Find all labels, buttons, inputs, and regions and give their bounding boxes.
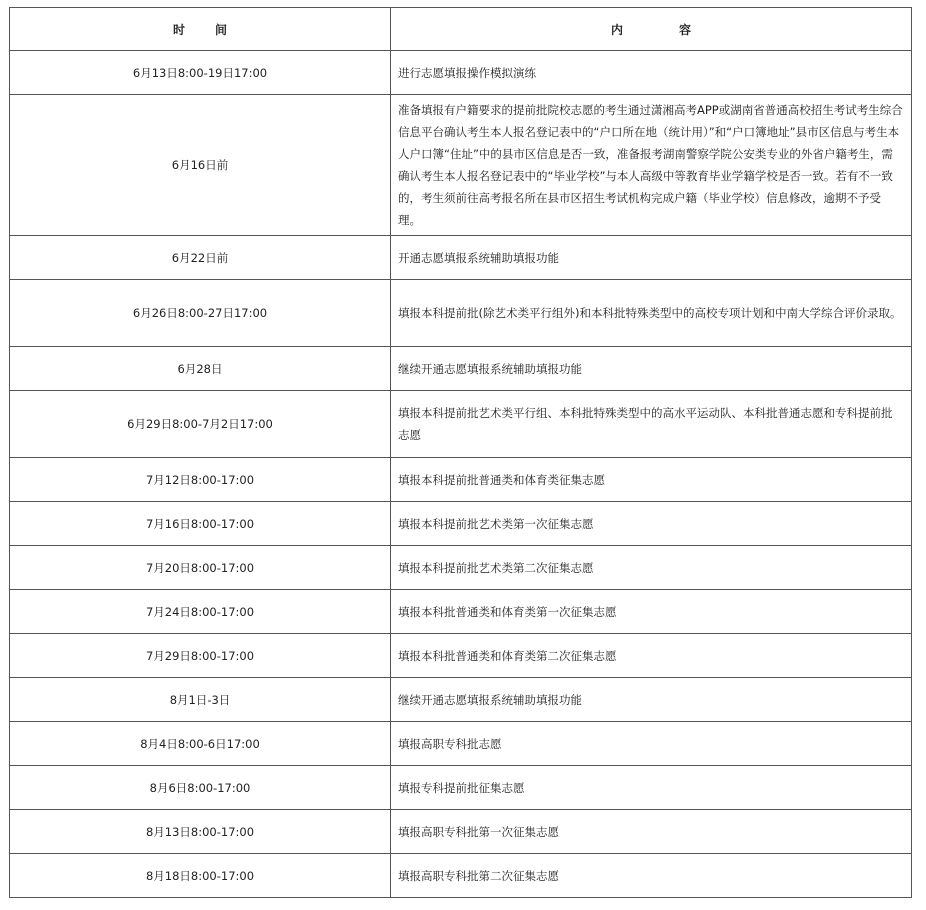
- table-row: [10, 810, 912, 854]
- header-row: [10, 8, 912, 51]
- time-cell: 7月12日8:00-17:00: [10, 458, 391, 502]
- content-column-header: [391, 8, 912, 51]
- time-cell: 8月1日-3日: [10, 678, 391, 722]
- table-row: [10, 280, 912, 347]
- content-cell: 填报本科提前批普通类和体育类征集志愿: [391, 458, 912, 502]
- table-row: [10, 722, 912, 766]
- table-row: [10, 95, 912, 236]
- time-cell: 7月24日8:00-17:00: [10, 590, 391, 634]
- table-row: [10, 766, 912, 810]
- table-row: [10, 590, 912, 634]
- time-cell: 8月6日8:00-17:00: [10, 766, 391, 810]
- table-row: [10, 678, 912, 722]
- content-cell: 填报本科提前批艺术类第一次征集志愿: [391, 502, 912, 546]
- time-cell: 6月13日8:00-19日17:00: [10, 51, 391, 95]
- content-cell: 准备填报有户籍要求的提前批院校志愿的考生通过潇湘高考APP或湖南省普通高校招生考试考生综合信息平台确认考生本人报名登记表中的“户口所在地（统计用）”和“户口簿地址”县市区信息与考生本人户口簿“住址”中的县市区信息是否一致，准备报考湖南警察学院公安类专业的外省户籍考生，需确认考生本人报名登记表中的“毕业学校”与本人高级中等教育毕业学籍学校是否一致。若有不一致的，考生须前往高考报名所在县市区招生考试机构完成户籍（毕业学校）信息修改，逾期不予受理。: [391, 95, 912, 236]
- time-cell: 6月22日前: [10, 236, 391, 280]
- time-cell: 6月16日前: [10, 95, 391, 236]
- time-cell: 7月16日8:00-17:00: [10, 502, 391, 546]
- time-column-header: [10, 8, 391, 51]
- schedule-table: [9, 7, 912, 898]
- time-cell: 7月29日8:00-17:00: [10, 634, 391, 678]
- content-cell: 填报本科提前批艺术类第二次征集志愿: [391, 546, 912, 590]
- table-row: [10, 458, 912, 502]
- table-row: [10, 51, 912, 95]
- time-cell: 8月18日8:00-17:00: [10, 854, 391, 898]
- time-cell: 6月28日: [10, 347, 391, 391]
- content-cell: 填报高职专科批第一次征集志愿: [391, 810, 912, 854]
- time-cell: 6月29日8:00-7月2日17:00: [10, 391, 391, 458]
- table-row: [10, 347, 912, 391]
- time-cell: 8月13日8:00-17:00: [10, 810, 391, 854]
- content-header-char-2: 容: [679, 22, 692, 37]
- time-header-char-2: 间: [215, 22, 228, 37]
- table-row: [10, 546, 912, 590]
- time-cell: 6月26日8:00-27日17:00: [10, 280, 391, 347]
- content-cell: 填报本科提前批艺术类平行组、本科批特殊类型中的高水平运动队、本科批普通志愿和专科提前批志愿: [391, 391, 912, 458]
- content-cell: 开通志愿填报系统辅助填报功能: [391, 236, 912, 280]
- content-cell: 进行志愿填报操作模拟演练: [391, 51, 912, 95]
- content-header-char-1: 内: [610, 22, 623, 37]
- content-cell: 填报专科提前批征集志愿: [391, 766, 912, 810]
- time-cell: 8月4日8:00-6日17:00: [10, 722, 391, 766]
- content-cell: 继续开通志愿填报系统辅助填报功能: [391, 347, 912, 391]
- table-row: [10, 236, 912, 280]
- content-cell: 填报本科批普通类和体育类第二次征集志愿: [391, 634, 912, 678]
- content-cell: 继续开通志愿填报系统辅助填报功能: [391, 678, 912, 722]
- table-row: [10, 854, 912, 898]
- content-cell: 填报本科批普通类和体育类第一次征集志愿: [391, 590, 912, 634]
- time-cell: 7月20日8:00-17:00: [10, 546, 391, 590]
- table-row: [10, 502, 912, 546]
- content-cell: 填报高职专科批第二次征集志愿: [391, 854, 912, 898]
- content-cell: 填报本科提前批(除艺术类平行组外)和本科批特殊类型中的高校专项计划和中南大学综合评价录取。: [391, 280, 912, 347]
- time-header-char-1: 时: [172, 22, 185, 37]
- table-row: [10, 634, 912, 678]
- content-cell: 填报高职专科批志愿: [391, 722, 912, 766]
- table-row: [10, 391, 912, 458]
